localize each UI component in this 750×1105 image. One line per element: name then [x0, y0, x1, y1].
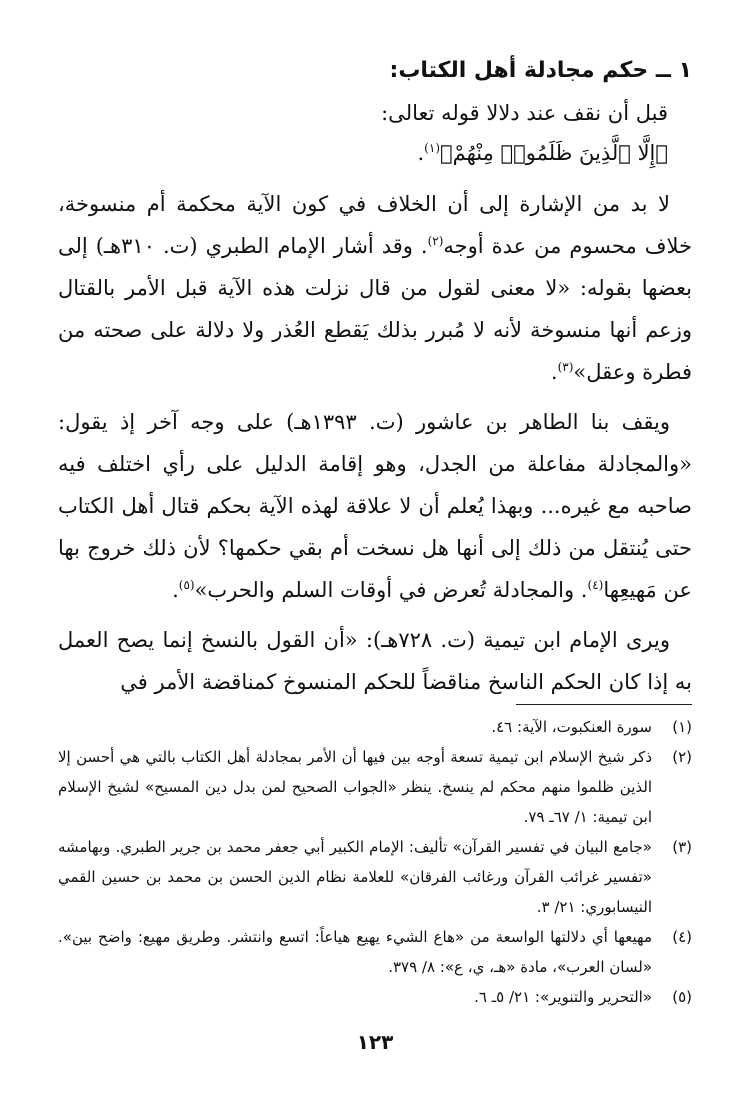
paragraph-2	[58, 401, 692, 611]
footnotes	[58, 712, 692, 1012]
footnote-text: ذكر شيخ الإسلام ابن تيمية تسعة أوجه بين فيها أن الأمر بمجادلة أهل الكتاب بالتي هي أحسن إلا الذين ظلموا منهم محكم لم ينسخ. ينظر «الجواب الصحيح لمن بدل دين المسيح» لشيخ الإسلام ابن تيمية: ١/ ٦٧ـ ٧٩.	[58, 748, 652, 826]
paragraph-1	[58, 183, 692, 393]
footnote	[58, 712, 692, 742]
paragraph-3: ويرى الإمام ابن تيمية (ت. ٧٢٨هـ): «أن القول بالنسخ إنما يصح العمل به إذا كان الحكم الناسخ مناقضاً للحكم المنسوخ كمناقضة الأمر في	[58, 628, 692, 694]
footnote-ref-3: (٣)	[557, 360, 574, 374]
paragraph-1-text-a: لا بد من الإشارة إلى أن الخلاف في كون الآية محكمة أم منسوخة، خلاف محسوم من عدة أوجه	[58, 192, 692, 258]
footnote	[58, 742, 692, 832]
verse-end: .	[417, 141, 425, 165]
footnote-text: «جامع البيان في تفسير القرآن» تأليف: الإمام الكبير أبي جعفر محمد بن جرير الطبري. وبهامشه «تفسير غرائب القرآن ورغائب الفرقان» للعلامة نظام الدين الحسن بن محمد بن حسين القمي النيسابوري: ٢١/ ٣.	[58, 838, 652, 916]
footnote-number: (٤)	[672, 928, 692, 946]
footnote-ref-2: (٢)	[427, 234, 444, 248]
footnote-ref-1: (١)	[424, 141, 440, 155]
page-number: ١٢٣	[356, 1030, 394, 1054]
footnote-number: (٣)	[672, 838, 692, 856]
paragraph-1-text-b: . وقد أشار الإمام الطبري (ت. ٣١٠هـ) إلى بعضها بقوله: «لا معنى لقول من قال نزلت هذه الآية قبل الأمر بالقتال وزعم أنها منسوخة لأنه لا مُبرر بذلك يَقطع العُذر ولا دلالة على صحته من فطرة وعقل»	[58, 234, 692, 384]
footnote-number: (٥)	[672, 988, 692, 1006]
paragraph-2-text-a: ويقف بنا الطاهر بن عاشور (ت. ١٣٩٣هـ) على وجه آخر إذ يقول: «والمجادلة مفاعلة من الجدل، وهو إقامة الدليل على رأي اختلف فيه صاحبه مع غيره... وبهذا يُعلم أن لا علاقة لهذه الآية بحكم قتال أهل الكتاب حتى يُنتقل من ذلك إلى أنها هل نسخت أم بقي حكمها؟ لأن ذلك خروج بها عن مَهيعِها	[58, 410, 692, 602]
footnote	[58, 922, 692, 982]
paragraph-1-text-c: .	[550, 360, 558, 384]
footnote-separator	[516, 704, 692, 705]
footnote-text: سورة العنكبوت، الآية: ٤٦.	[491, 718, 652, 736]
footnote-number: (٢)	[672, 748, 692, 766]
quran-verse	[58, 133, 692, 173]
footnote-ref-5: (٥)	[178, 578, 195, 592]
footnote	[58, 832, 692, 922]
paragraph-2-text-b: . والمجادلة تُعرض في أوقات السلم والحرب»	[194, 578, 588, 602]
page-body	[58, 52, 692, 711]
paragraph-2-text-c: .	[172, 578, 179, 602]
footnote-number: (١)	[672, 718, 692, 736]
section-heading: ١ ــ حكم مجادلة أهل الكتاب:	[389, 58, 692, 83]
footnote	[58, 982, 692, 1012]
verse-text: ﴿إِلَّا ٱلَّذِينَ ظَلَمُوا۟ مِنْهُمْ﴾	[440, 141, 668, 165]
footnote-text: مهيعها أي دلالتها الواسعة من «هاع الشيء يهيع هياعاً: اتسع وانتشر. وطريق مهيع: واضح بين». «لسان العرب»، مادة «هـ، ي، ع»: ٨/ ٣٧٩.	[58, 928, 652, 976]
verse-intro: قبل أن نقف عند دلالا قوله تعالى:	[381, 101, 668, 125]
footnote-ref-4: (٤)	[587, 578, 604, 592]
footnote-text: «التحرير والتنوير»: ٢١/ ٥ـ ٦.	[474, 988, 652, 1006]
